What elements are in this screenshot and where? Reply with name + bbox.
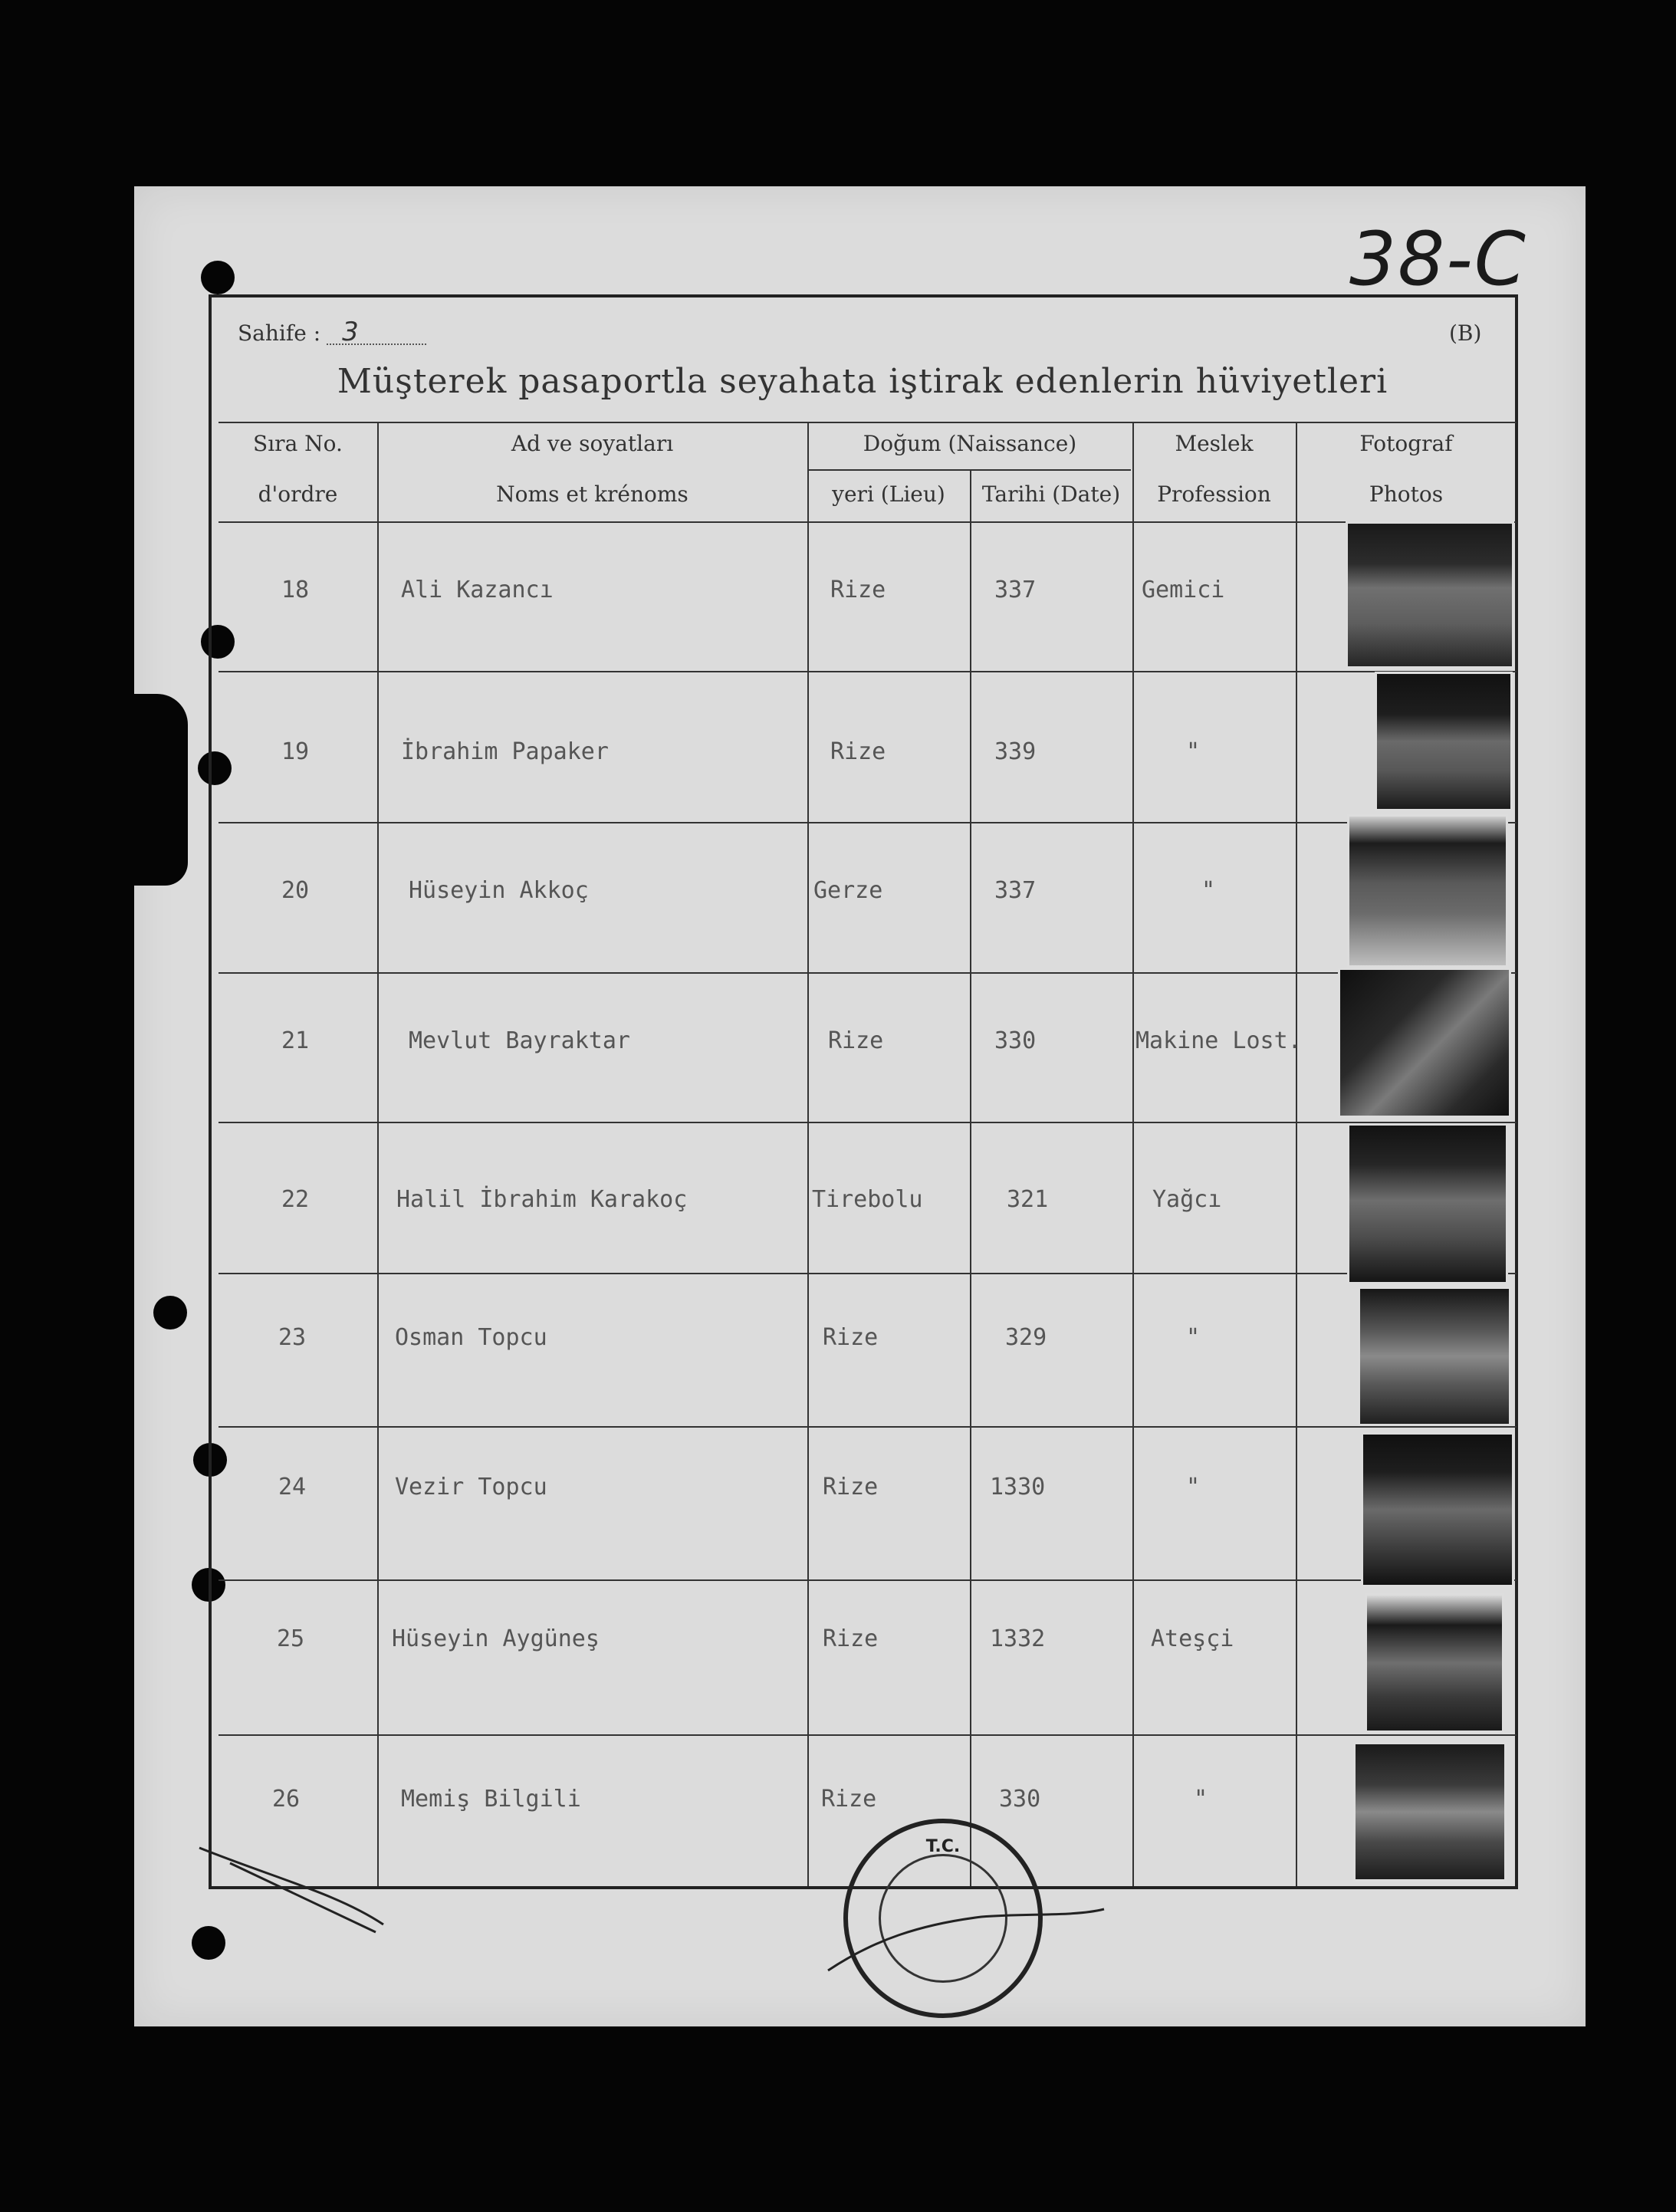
header-name-tr: Ad ve soyatları bbox=[511, 431, 674, 456]
row-birth-date: 339 bbox=[994, 738, 1037, 765]
row-birth-place: Tirebolu bbox=[812, 1186, 923, 1213]
portrait-photo bbox=[1361, 1432, 1514, 1587]
row-birth-place: Rize bbox=[828, 1027, 884, 1054]
row-profession: " bbox=[1186, 1324, 1201, 1351]
row-birth-date: 1330 bbox=[990, 1474, 1046, 1500]
portrait-photo bbox=[1346, 521, 1514, 669]
row-order-number: 24 bbox=[278, 1474, 307, 1500]
row-profession: " bbox=[1194, 1786, 1208, 1813]
row-order-number: 23 bbox=[278, 1324, 307, 1351]
portrait-photo bbox=[1358, 1287, 1511, 1426]
row-name: Hüseyin Akkoç bbox=[409, 877, 589, 904]
row-profession: " bbox=[1186, 738, 1201, 765]
row-birth-place: Gerze bbox=[813, 877, 883, 904]
row-name: Memiş Bilgili bbox=[401, 1786, 581, 1813]
row-birth-date: 330 bbox=[994, 1027, 1037, 1054]
row-order-number: 18 bbox=[281, 577, 310, 603]
page-label-text: Sahife : bbox=[238, 320, 321, 346]
row-birth-place: Rize bbox=[830, 577, 886, 603]
header-date: Tarihi (Date) bbox=[981, 482, 1121, 507]
row-birth-date: 330 bbox=[999, 1786, 1041, 1813]
row-order-number: 25 bbox=[277, 1625, 305, 1652]
row-profession: " bbox=[1186, 1474, 1201, 1500]
row-birth-date: 321 bbox=[1007, 1186, 1049, 1213]
portrait-photo bbox=[1347, 814, 1508, 968]
row-name: Hüseyin Aygüneş bbox=[392, 1625, 600, 1652]
page-title: Müşterek pasaportla seyahata iştirak edenlerin hüviyetleri bbox=[337, 362, 1388, 401]
row-order-number: 20 bbox=[281, 877, 310, 904]
row-birth-date: 337 bbox=[994, 577, 1037, 603]
row-birth-place: Rize bbox=[823, 1474, 879, 1500]
form-letter: (B) bbox=[1449, 320, 1482, 346]
row-name: İbrahim Papaker bbox=[401, 738, 609, 765]
portrait-photo bbox=[1365, 1593, 1504, 1733]
row-birth-date: 337 bbox=[994, 877, 1037, 904]
row-birth-date: 1332 bbox=[990, 1625, 1046, 1652]
portrait-photo bbox=[1375, 672, 1513, 811]
torn-edge bbox=[134, 694, 188, 886]
row-order-number: 21 bbox=[281, 1027, 310, 1054]
row-order-number: 19 bbox=[281, 738, 310, 765]
portrait-photo bbox=[1338, 968, 1511, 1118]
row-profession: " bbox=[1201, 877, 1216, 904]
row-profession: Ateşçi bbox=[1151, 1625, 1234, 1652]
header-profession-tr: Meslek bbox=[1175, 431, 1254, 456]
row-name: Ali Kazancı bbox=[401, 577, 554, 603]
portrait-photo bbox=[1353, 1742, 1507, 1882]
header-name-fr: Noms et krénoms bbox=[496, 482, 688, 507]
row-birth-place: Rize bbox=[821, 1786, 877, 1813]
page-number: 3 bbox=[327, 320, 426, 345]
row-name: Osman Topcu bbox=[395, 1324, 547, 1351]
row-order-number: 26 bbox=[272, 1786, 301, 1813]
header-order-fr: d'ordre bbox=[258, 482, 338, 507]
folio-mark: 38-C bbox=[1349, 216, 1527, 302]
row-name: Halil İbrahim Karakoç bbox=[396, 1186, 688, 1213]
row-profession: Yağcı bbox=[1152, 1186, 1222, 1213]
header-birth: Doğum (Naissance) bbox=[863, 431, 1077, 456]
header-place: yeri (Lieu) bbox=[832, 482, 945, 507]
row-profession: Gemici bbox=[1142, 577, 1225, 603]
signature-marks bbox=[184, 1832, 1119, 2001]
punch-hole bbox=[153, 1296, 187, 1330]
header-order-tr: Sıra No. bbox=[253, 431, 343, 456]
row-birth-place: Rize bbox=[823, 1324, 879, 1351]
identity-table bbox=[219, 422, 1517, 1886]
row-birth-place: Rize bbox=[823, 1625, 879, 1652]
row-birth-date: 329 bbox=[1005, 1324, 1047, 1351]
header-photo-tr: Fotograf bbox=[1359, 431, 1453, 456]
header-profession-fr: Profession bbox=[1157, 482, 1271, 507]
row-birth-place: Rize bbox=[830, 738, 886, 765]
header-photo-fr: Photos bbox=[1369, 482, 1444, 507]
stamp-text: T.C. bbox=[925, 1837, 961, 1856]
portrait-photo bbox=[1347, 1123, 1508, 1284]
punch-hole bbox=[201, 261, 235, 294]
row-profession: Makine Lost. bbox=[1135, 1027, 1302, 1054]
row-name: Mevlut Bayraktar bbox=[409, 1027, 630, 1054]
row-order-number: 22 bbox=[281, 1186, 310, 1213]
page-label bbox=[238, 317, 426, 347]
row-name: Vezir Topcu bbox=[395, 1474, 547, 1500]
